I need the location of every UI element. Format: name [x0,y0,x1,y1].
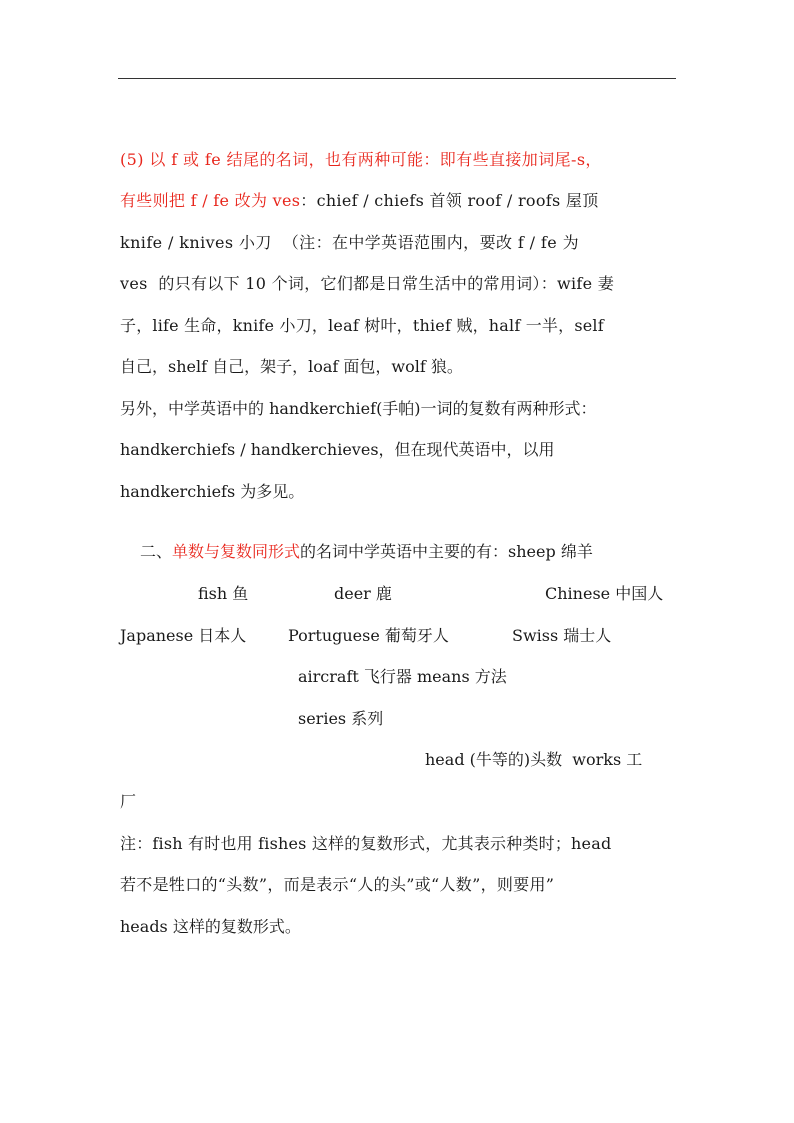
note-line-1: 注：fish 有时也用 fishes 这样的复数形式，尤其表示种类时；head [120,834,612,853]
word-deer: deer 鹿 [334,584,392,603]
note-line-2: 若不是牲口的“头数”，而是表示“人的头”或“人数”，则要用” [120,875,555,894]
header-rule [118,78,676,79]
section-5-line-2 [120,191,599,211]
word-head-works: head (牛等的)头数 works 工 [425,750,643,769]
section-5-line-1: (5) 以 f 或 fe 结尾的名词，也有两种可能：即有些直接加词尾-s， [120,150,602,169]
word-portuguese: Portuguese 葡萄牙人 [288,626,449,645]
section-5-line-5: 子，life 生命，knife 小刀，leaf 树叶，thief 贼，half 一半，self [120,316,604,335]
word-chinese: Chinese 中国人 [545,584,664,603]
section-5-line-3: knife / knives 小刀 （注：在中学英语范围内，要改 f / fe 为 [120,233,580,252]
section-5-line-9: handkerchiefs 为多见。 [120,482,305,501]
section-5-line-2-rest: ：chief / chiefs 首领 roof / roofs 屋顶 [300,191,599,210]
word-fish: fish 鱼 [198,584,249,603]
note-line-3: heads 这样的复数形式。 [120,917,301,936]
section-5-line-8: handkerchiefs / handkerchieves，但在现代英语中，以用 [120,440,555,459]
word-swiss: Swiss 瑞士人 [512,626,612,645]
section-5-line-4: ves 的只有以下 10 个词，它们都是日常生活中的常用词）：wife 妻 [120,274,615,293]
section-5-red-text: 有些则把 f / fe 改为 ves [120,191,301,210]
section-2-heading [140,542,593,562]
section-2-prefix: 二、 [140,542,173,561]
word-japanese: Japanese 日本人 [120,626,247,645]
section-5-line-7: 另外，中学英语中的 handkerchief(手帕)一词的复数有两种形式： [120,399,597,418]
section-2-heading-rest: 的名词中学英语中主要的有：sheep 绵羊 [300,542,593,561]
word-aircraft-means: aircraft 飞行器 means 方法 [298,667,507,686]
word-factory-continuation: 厂 [120,792,137,811]
word-series: series 系列 [298,709,384,728]
section-2-red-text: 单数与复数同形式 [172,542,301,561]
section-5-line-6: 自己，shelf 自己，架子，loaf 面包，wolf 狼。 [120,357,463,376]
